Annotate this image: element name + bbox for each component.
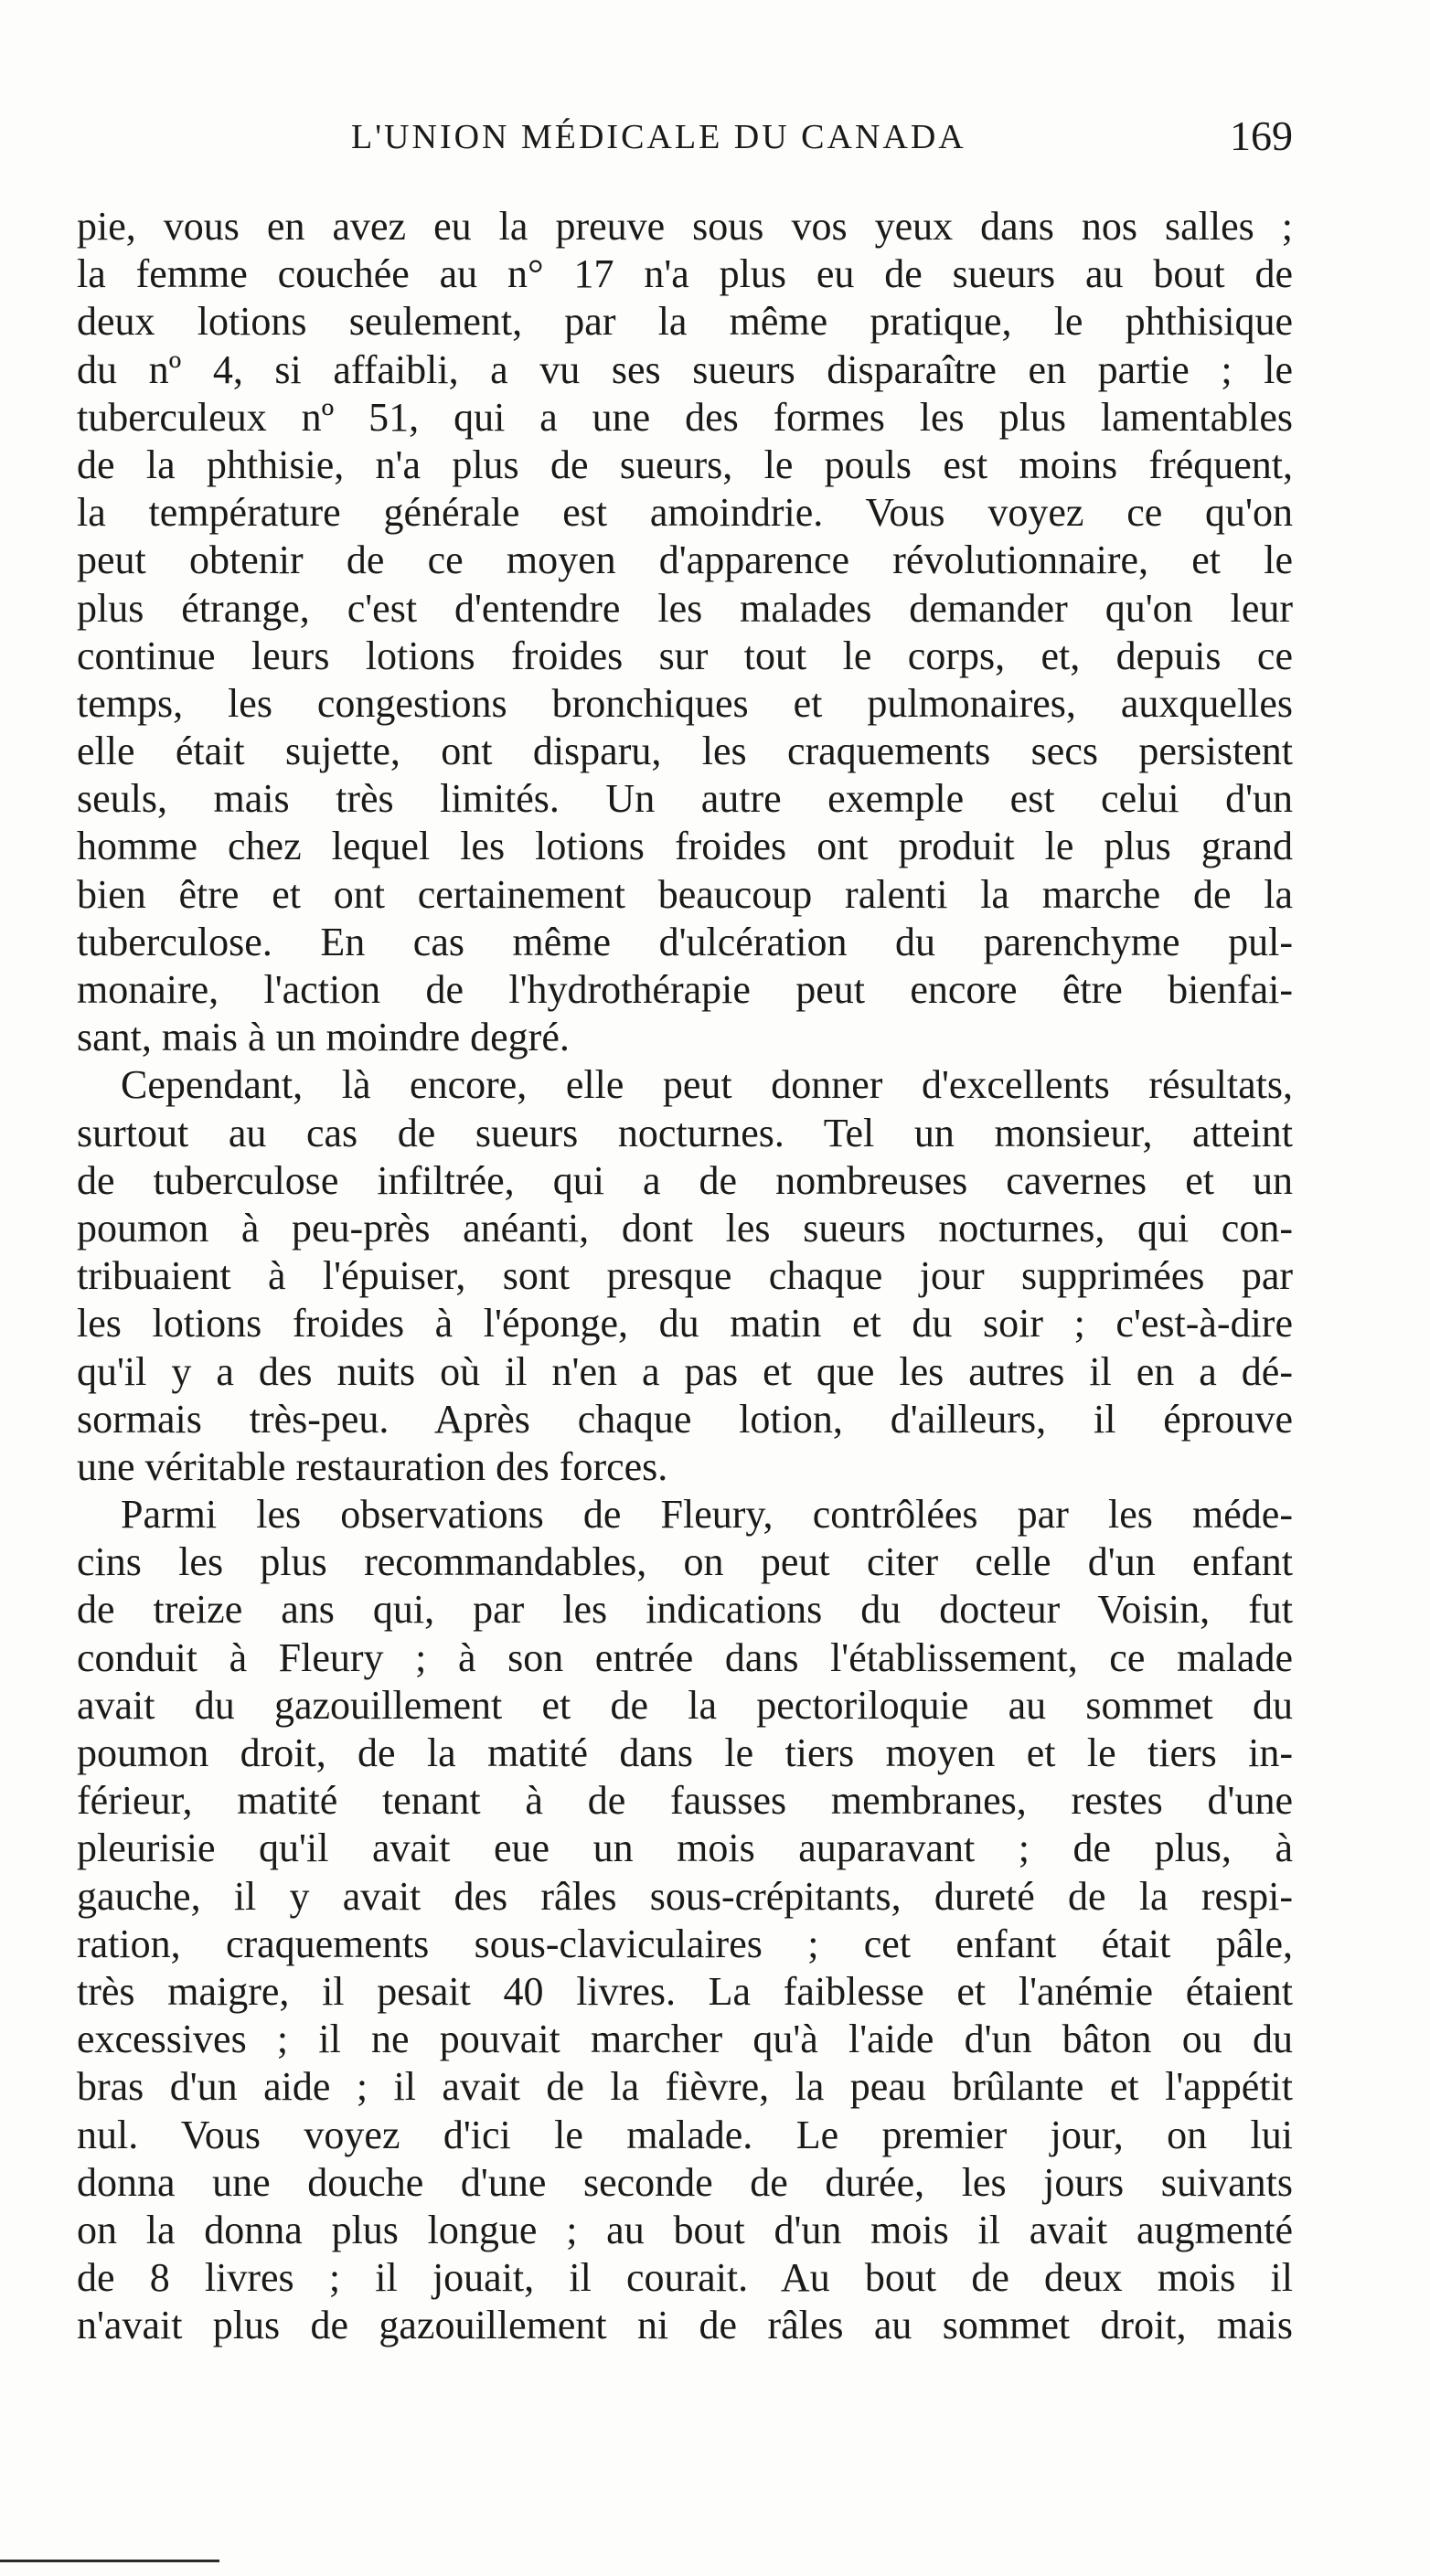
text-line: du nº 4, si affaibli, a vu ses sueurs disparaître en partie ; le bbox=[77, 346, 1293, 392]
text-line: sormais très-peu. Après chaque lotion, d'ailleurs, il éprouve bbox=[77, 1396, 1293, 1442]
text-line: une véritable restauration des forces. bbox=[77, 1443, 668, 1489]
body-text bbox=[77, 203, 1293, 2349]
text-line: ration, craquements sous-claviculaires ; cet enfant était pâle, bbox=[77, 1921, 1293, 1966]
text-line: Parmi les observations de Fleury, contrôlées par les méde- bbox=[121, 1492, 1293, 1538]
text-line: très maigre, il pesait 40 livres. La faiblesse et l'anémie étaient bbox=[77, 1968, 1293, 2014]
page-number: 169 bbox=[1230, 112, 1293, 159]
text-line: temps, les congestions bronchiques et pulmonaires, auxquelles bbox=[77, 680, 1293, 726]
text-line: bien être et ont certainement beaucoup ralenti la marche de la bbox=[77, 871, 1293, 917]
text-line: de tuberculose infiltrée, qui a de nombreuses cavernes et un bbox=[77, 1157, 1293, 1203]
text-line: bras d'un aide ; il avait de la fièvre, la peau brûlante et l'appétit bbox=[77, 2064, 1293, 2110]
text-line: seuls, mais très limités. Un autre exemple est celui d'un bbox=[77, 776, 1293, 822]
text-line: tuberculose. En cas même d'ulcération du parenchyme pul- bbox=[77, 919, 1293, 964]
footer-rule bbox=[0, 2560, 219, 2562]
text-line: poumon droit, de la matité dans le tiers moyen et le tiers in- bbox=[77, 1730, 1293, 1775]
text-line: deux lotions seulement, par la même pratique, le phthisique bbox=[77, 299, 1293, 345]
text-line: donna une douche d'une seconde de durée, les jours suivants bbox=[77, 2159, 1293, 2205]
text-line: la température générale est amoindrie. Vous voyez ce qu'on bbox=[77, 490, 1293, 536]
running-head bbox=[77, 112, 1293, 172]
text-line: surtout au cas de sueurs nocturnes. Tel un monsieur, atteint bbox=[77, 1110, 1293, 1155]
text-line: de treize ans qui, par les indications du docteur Voisin, fut bbox=[77, 1587, 1293, 1633]
text-line: peut obtenir de ce moyen d'apparence révolutionnaire, et le bbox=[77, 538, 1293, 583]
text-line: férieur, matité tenant à de fausses membranes, restes d'une bbox=[77, 1778, 1293, 1824]
text-line: sant, mais à un moindre degré. bbox=[77, 1015, 570, 1060]
text-line: les lotions froides à l'éponge, du matin et du soir ; c'est-à-dire bbox=[77, 1301, 1293, 1347]
text-line: de la phthisie, n'a plus de sueurs, le pouls est moins fréquent, bbox=[77, 442, 1293, 487]
text-line: monaire, l'action de l'hydrothérapie peut encore être bienfai- bbox=[77, 967, 1293, 1012]
text-line: homme chez lequel les lotions froides ont produit le plus grand bbox=[77, 824, 1293, 869]
text-line: on la donna plus longue ; au bout d'un mois il avait augmenté bbox=[77, 2207, 1293, 2252]
text-line: tuberculeux nº 51, qui a une des formes les plus lamentables bbox=[77, 394, 1293, 440]
text-line: conduit à Fleury ; à son entrée dans l'établissement, ce malade bbox=[77, 1634, 1293, 1680]
text-line: poumon à peu-près anéanti, dont les sueurs nocturnes, qui con- bbox=[77, 1205, 1293, 1251]
text-line: gauche, il y avait des râles sous-crépitants, dureté de la respi- bbox=[77, 1873, 1293, 1919]
text-line: avait du gazouillement et de la pectoriloquie au sommet du bbox=[77, 1682, 1293, 1728]
text-line: la femme couchée au n° 17 n'a plus eu de sueurs au bout de bbox=[77, 251, 1293, 297]
text-line: cins les plus recommandables, on peut citer celle d'un enfant bbox=[77, 1539, 1293, 1585]
text-line: continue leurs lotions froides sur tout le corps, et, depuis ce bbox=[77, 633, 1293, 678]
text-line: elle était sujette, ont disparu, les craquements secs persistent bbox=[77, 729, 1293, 774]
text-line: de 8 livres ; il jouait, il courait. Au bout de deux mois il bbox=[77, 2255, 1293, 2301]
text-line: pie, vous en avez eu la preuve sous vos yeux dans nos salles ; bbox=[77, 204, 1293, 249]
text-line: Cependant, là encore, elle peut donner d'excellents résultats, bbox=[121, 1062, 1293, 1108]
text-line: plus étrange, c'est d'entendre les malades demander qu'on leur bbox=[77, 585, 1293, 631]
journal-title: L'UNION MÉDICALE DU CANADA bbox=[351, 118, 966, 156]
text-line: pleurisie qu'il avait eue un mois auparavant ; de plus, à bbox=[77, 1826, 1293, 1871]
text-line: n'avait plus de gazouillement ni de râles au sommet droit, mais bbox=[77, 2303, 1293, 2348]
text-line: qu'il y a des nuits où il n'en a pas et que les autres il en a dé- bbox=[77, 1348, 1293, 1394]
text-line: excessives ; il ne pouvait marcher qu'à l'aide d'un bâton ou du bbox=[77, 2017, 1293, 2062]
text-line: tribuaient à l'épuiser, sont presque chaque jour supprimées par bbox=[77, 1253, 1293, 1299]
text-line: nul. Vous voyez d'ici le malade. Le premier jour, on lui bbox=[77, 2112, 1293, 2157]
